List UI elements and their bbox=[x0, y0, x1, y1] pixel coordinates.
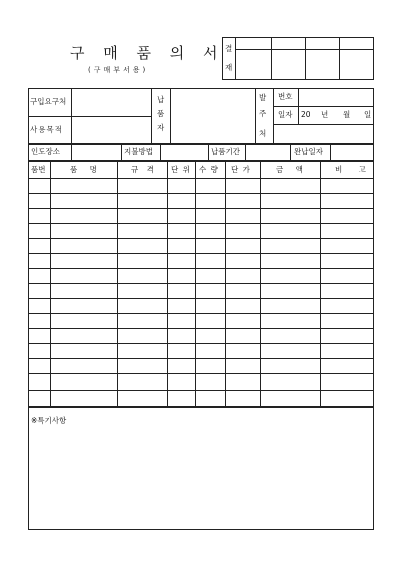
supplier-label-3: 자 bbox=[157, 123, 165, 132]
handover-label: 인도장소 bbox=[31, 147, 60, 156]
purpose-label: 사용목적 bbox=[30, 125, 63, 134]
order-number-field[interactable] bbox=[299, 89, 373, 105]
col-header-unit-price: 단 가 bbox=[231, 165, 250, 174]
approval-signature-cell-4[interactable] bbox=[340, 50, 373, 79]
page-title: 구 매 품 의 서 bbox=[70, 44, 225, 62]
col-header-remarks: 비 고 bbox=[335, 165, 366, 174]
order-date-month-unit: 월 bbox=[343, 110, 351, 119]
order-label-3: 처 bbox=[259, 129, 267, 138]
page-subtitle: (구매부서용) bbox=[88, 66, 149, 74]
supplier-label-1: 납 bbox=[157, 95, 165, 104]
table-row[interactable] bbox=[29, 224, 373, 238]
order-label-2: 주 bbox=[259, 109, 267, 118]
table-row[interactable] bbox=[29, 284, 373, 298]
col-header-spec: 규 격 bbox=[131, 165, 154, 174]
table-row[interactable] bbox=[29, 254, 373, 268]
table-row[interactable] bbox=[29, 179, 373, 193]
supplier-field[interactable] bbox=[171, 89, 254, 143]
supplier-label-2: 품 bbox=[157, 109, 165, 118]
col-header-item-name: 품 명 bbox=[70, 165, 97, 174]
col-header-quantity: 수 량 bbox=[199, 165, 218, 174]
approval-label-1: 결 bbox=[225, 44, 233, 53]
order-label-1: 발 bbox=[259, 93, 267, 102]
order-date-year-unit: 년 bbox=[321, 110, 329, 119]
col-header-item-no: 품번 bbox=[31, 165, 46, 174]
table-row[interactable] bbox=[29, 299, 373, 313]
payment-field[interactable] bbox=[161, 145, 207, 160]
table-row[interactable] bbox=[29, 344, 373, 358]
approval-signature-cell-1[interactable] bbox=[236, 50, 270, 79]
payment-label: 지불방법 bbox=[124, 147, 153, 156]
delivery-period-label: 납품기간 bbox=[211, 147, 240, 156]
purpose-field[interactable] bbox=[72, 117, 150, 143]
requester-field[interactable] bbox=[72, 89, 150, 115]
table-row[interactable] bbox=[29, 391, 373, 406]
table-row[interactable] bbox=[29, 269, 373, 283]
order-date-label: 일자 bbox=[278, 110, 293, 119]
approval-label-2: 재 bbox=[225, 63, 233, 72]
table-row[interactable] bbox=[29, 239, 373, 253]
delivery-period-field[interactable] bbox=[246, 145, 289, 160]
table-row[interactable] bbox=[29, 209, 373, 223]
payment-complete-label: 완납일자 bbox=[294, 147, 323, 156]
order-extra-field[interactable] bbox=[274, 125, 373, 143]
order-number-label: 번호 bbox=[278, 92, 293, 101]
col-header-amount: 금 액 bbox=[276, 165, 303, 174]
approval-signature-cell-2[interactable] bbox=[272, 50, 304, 79]
table-row[interactable] bbox=[29, 329, 373, 343]
order-date-day-unit: 일 bbox=[364, 110, 372, 119]
col-header-unit: 단 위 bbox=[171, 165, 190, 174]
approval-signature-cell-3[interactable] bbox=[306, 50, 338, 79]
table-row[interactable] bbox=[29, 374, 373, 389]
table-row[interactable] bbox=[29, 314, 373, 328]
table-row[interactable] bbox=[29, 194, 373, 208]
handover-field[interactable] bbox=[72, 145, 120, 160]
payment-complete-field[interactable] bbox=[331, 145, 373, 160]
order-date-year: 20 bbox=[301, 110, 311, 119]
notes-label: ※특기사항 bbox=[31, 416, 67, 425]
table-row[interactable] bbox=[29, 359, 373, 373]
requester-label: 구입요구처 bbox=[30, 97, 67, 106]
notes-field[interactable] bbox=[29, 430, 373, 529]
